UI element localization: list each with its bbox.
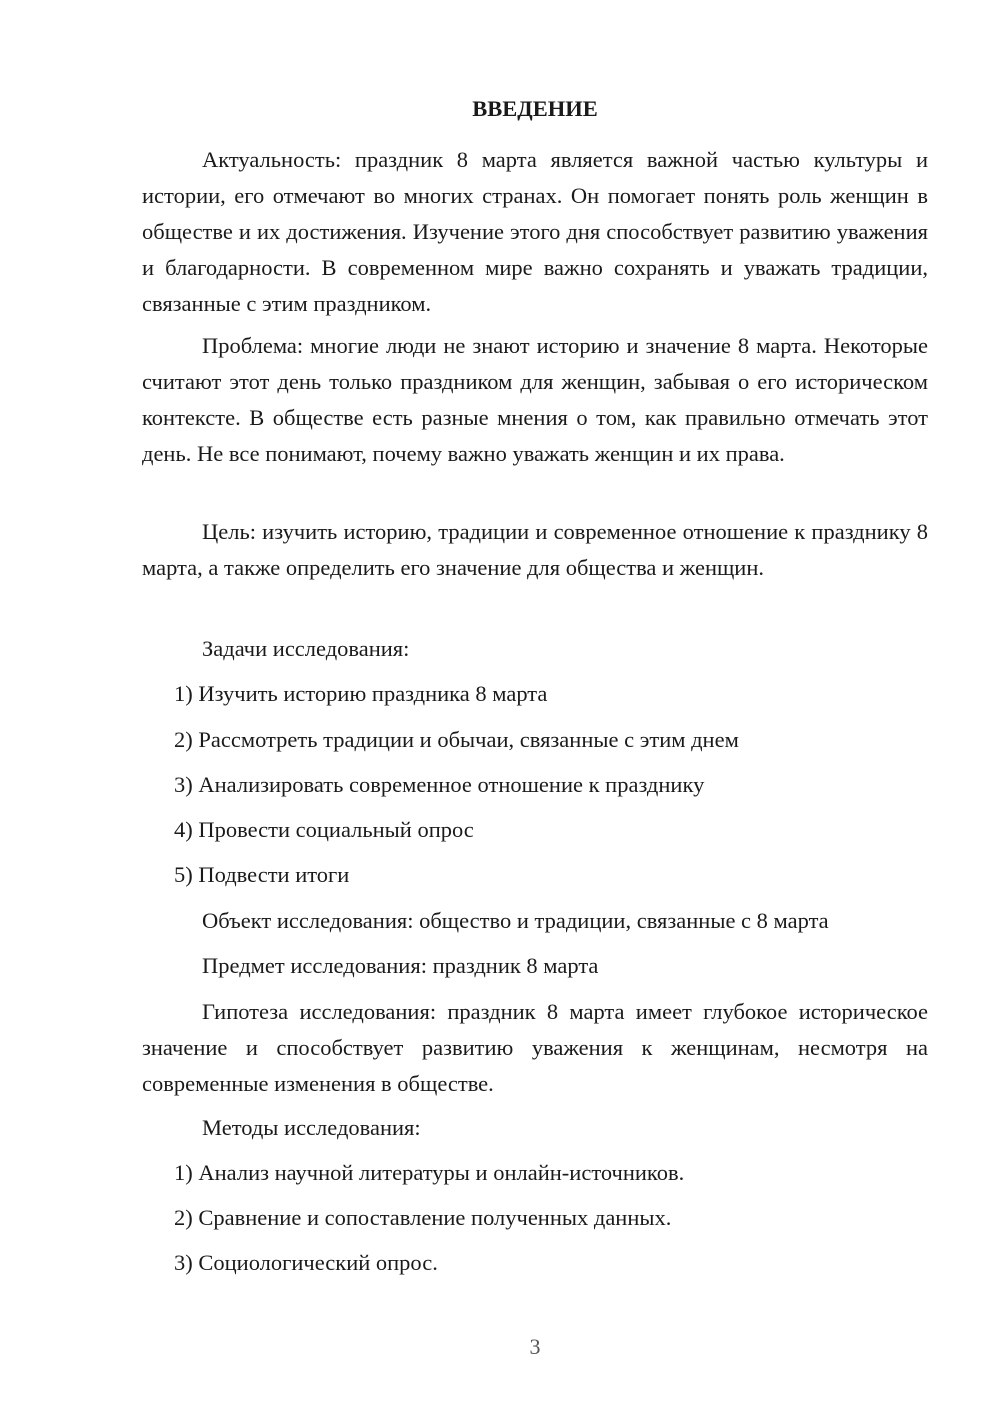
page-number: 3	[529, 1334, 541, 1359]
method-item: 1) Анализ научной литературы и онлайн-источников.	[174, 1160, 685, 1185]
research-subject: Предмет исследования: праздник 8 марта	[202, 953, 599, 978]
task-item: 2) Рассмотреть традиции и обычаи, связанные с этим днем	[174, 727, 739, 752]
method-item: 3) Социологический опрос.	[174, 1250, 438, 1275]
hypothesis-paragraph: Гипотеза исследования: праздник 8 марта имеет глубокое историческое значение и способствует развитию уважения к женщинам, несмотря на современные изменения в обществе.	[142, 999, 928, 1096]
tasks-heading: Задачи исследования:	[202, 636, 410, 661]
methods-heading: Методы исследования:	[202, 1115, 421, 1140]
method-item: 2) Сравнение и сопоставление полученных данных.	[174, 1205, 672, 1230]
task-item: 3) Анализировать современное отношение к празднику	[174, 772, 705, 797]
relevance-paragraph: Актуальность: праздник 8 марта является важной частью культуры и истории, его отмечают во многих странах. Он помогает понять роль женщин в обществе и их достижения. Изучение этого дня способствует развитию уважения и благодарности. В современном мире важно сохранять и уважать традиции, связанные с этим праздником.	[142, 147, 928, 316]
problem-paragraph: Проблема: многие люди не знают историю и значение 8 марта. Некоторые считают этот день только праздником для женщин, забывая о его историческом контексте. В обществе есть разные мнения о том, как правильно отмечать этот день. Не все понимают, почему важно уважать женщин и их права.	[142, 333, 928, 466]
research-object: Объект исследования: общество и традиции, связанные с 8 марта	[202, 908, 829, 933]
task-item: 5) Подвести итоги	[174, 862, 350, 887]
task-item: 1) Изучить историю праздника 8 марта	[174, 681, 548, 706]
goal-paragraph: Цель: изучить историю, традиции и современное отношение к празднику 8 марта, а также определить его значение для общества и женщин.	[142, 519, 928, 580]
task-item: 4) Провести социальный опрос	[174, 817, 474, 842]
page-title: ВВЕДЕНИЕ	[472, 96, 598, 121]
